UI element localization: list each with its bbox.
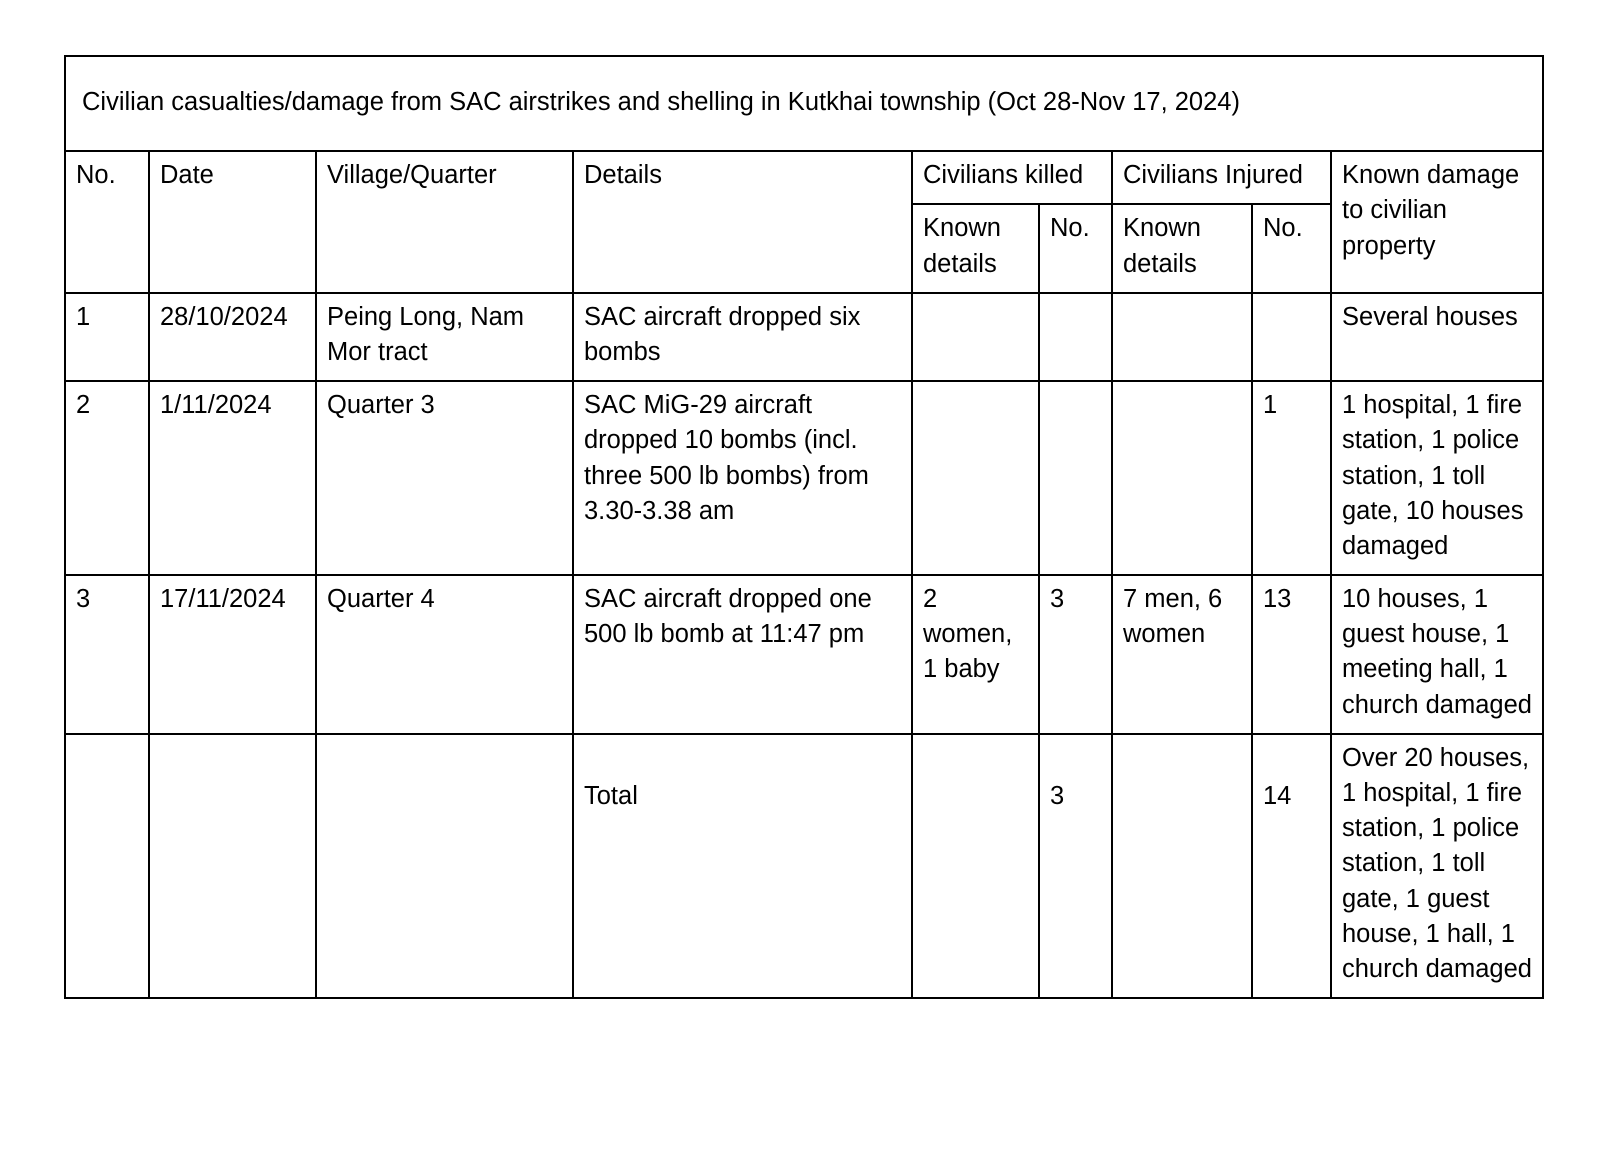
document-page [64,55,1542,999]
row-injured-no [1252,293,1331,381]
row-date: 1/11/2024 [149,381,316,575]
table-row [65,575,1543,734]
header-civilians-injured: Civilians Injured [1112,151,1331,204]
row-damage: 10 houses, 1 guest house, 1 meeting hall, 1 church damaged [1331,575,1543,734]
header-details: Details [573,151,912,293]
total-damage: Over 20 houses, 1 hospital, 1 fire station, 1 police station, 1 toll gate, 1 guest house, 1 hall, 1 church damaged [1331,734,1543,998]
header-killed-no: No. [1039,204,1112,292]
total-village [316,734,573,998]
header-civilians-killed: Civilians killed [912,151,1112,204]
row-injured-details: 7 men, 6 women [1112,575,1252,734]
table-row [65,293,1543,381]
row-killed-no: 3 [1039,575,1112,734]
total-no [65,734,149,998]
header-known-damage: Known damage to civilian property [1331,151,1543,293]
casualties-table [64,55,1544,999]
row-killed-no [1039,381,1112,575]
row-injured-no: 1 [1252,381,1331,575]
table-header-row-1 [65,151,1543,204]
row-details: SAC MiG-29 aircraft dropped 10 bombs (incl. three 500 lb bombs) from 3.30-3.38 am [573,381,912,575]
total-injured-no: 14 [1252,734,1331,998]
row-damage: Several houses [1331,293,1543,381]
row-no: 2 [65,381,149,575]
header-injured-known-details: Known details [1112,204,1252,292]
total-injured-details [1112,734,1252,998]
row-date: 28/10/2024 [149,293,316,381]
total-killed-details [912,734,1039,998]
row-village: Quarter 3 [316,381,573,575]
row-damage: 1 hospital, 1 fire station, 1 police station, 1 toll gate, 10 houses damaged [1331,381,1543,575]
row-injured-no: 13 [1252,575,1331,734]
row-killed-no [1039,293,1112,381]
row-details: SAC aircraft dropped one 500 lb bomb at 11:47 pm [573,575,912,734]
row-injured-details [1112,293,1252,381]
header-date: Date [149,151,316,293]
row-date: 17/11/2024 [149,575,316,734]
row-killed-details: 2 women, 1 baby [912,575,1039,734]
table-row [65,381,1543,575]
row-injured-details [1112,381,1252,575]
total-killed-no: 3 [1039,734,1112,998]
header-killed-known-details: Known details [912,204,1039,292]
row-killed-details [912,293,1039,381]
row-no: 3 [65,575,149,734]
row-killed-details [912,381,1039,575]
header-village: Village/Quarter [316,151,573,293]
row-village: Peing Long, Nam Mor tract [316,293,573,381]
table-total-row [65,734,1543,998]
row-no: 1 [65,293,149,381]
table-title-row [65,56,1543,151]
header-injured-no: No. [1252,204,1331,292]
row-village: Quarter 4 [316,575,573,734]
total-date [149,734,316,998]
header-no: No. [65,151,149,293]
total-label: Total [573,734,912,998]
page-title: Civilian casualties/damage from SAC airstrikes and shelling in Kutkhai township (Oct 28-Nov 17, 2024) [82,88,1240,116]
row-details: SAC aircraft dropped six bombs [573,293,912,381]
